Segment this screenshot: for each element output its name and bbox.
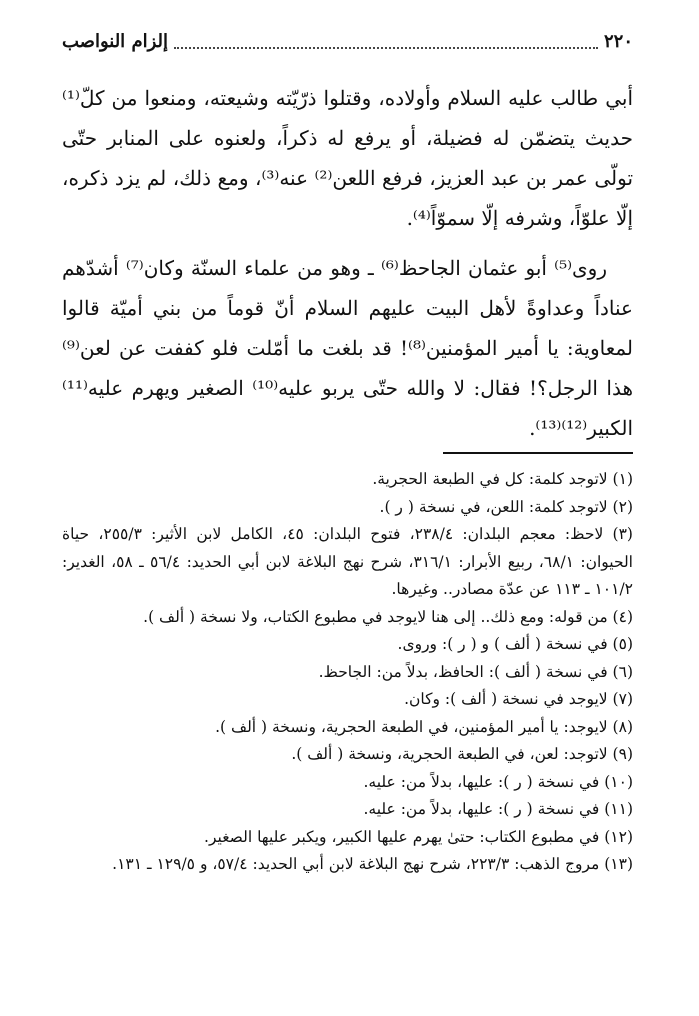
- footnote-separator: [443, 452, 633, 454]
- footnote-3: (٣) لاحظ: معجم البلدان: ٢٣٨/٤، فتوح البلدان: ٤٥، الكامل لابن الأثير: ٢٥٥/٣، حياة الحيوان: ٦٨/١، ربيع الأبرار: ٣١٦/١، شرح نهج البلاغة لابن أبي الحديد: ٥٦/٤ ـ ٥٨، الغدير: ١٠١/٢ ـ ١١٣ عن عدّة مصادر.. وغيرها.: [62, 525, 633, 598]
- page-number: ٢٢٠: [603, 30, 633, 52]
- footnote-1: (١) لاتوجد كلمة: كل في الطبعة الحجرية.: [372, 470, 633, 488]
- footnote-10: (١٠) في نسخة ( ر ): عليها، بدلاً من: عليه.: [363, 772, 633, 791]
- footnote-13: (١٣) مروج الذهب: ٢٢٣/٣، شرح نهج البلاغة لابن أبي الحديد: ٥٧/٤، و ١٢٩/٥ ـ ١٣١.: [112, 855, 633, 873]
- main-text: [62, 78, 633, 448]
- footnote-7: (٧) لايوجد في نسخة ( ألف ): وكان.: [404, 690, 633, 708]
- footnote-12: (١٢) في مطبوع الكتاب: حتىٰ يهرم عليها الكبير، ويكبر عليها الصغير.: [204, 827, 633, 846]
- footnote-6: (٦) في نسخة ( ألف ): الحافظ، بدلاً من: الجاحظ.: [318, 662, 633, 681]
- running-header: [62, 26, 633, 56]
- footnote-8: (٨) لايوجد: يا أمير المؤمنين، في الطبعة الحجرية، ونسخة ( ألف ).: [215, 717, 633, 736]
- footnote-2: (٢) لاتوجد كلمة: اللعن، في نسخة ( ر ).: [379, 497, 633, 516]
- footnotes: [62, 466, 633, 879]
- paragraph-1: أبي طالب عليه السلام وأولاده، وقتلوا ذرّيّته وشيعته، ومنعوا من كلّ⁽¹⁾ حديث يتضمّن له فضيلة، أو يرفع له ذكراً، ولعنوه على المنابر حتّى تولّى عمر بن عبد العزيز، فرفع اللعن⁽²⁾ عنه⁽³⁾، ومع ذلك، لم يزد ذكره، إلّا علوّاً، وشرفه إلّا سموّاً⁽⁴⁾.: [62, 86, 634, 230]
- footnote-9: (٩) لاتوجد: لعن، في الطبعة الحجرية، ونسخة ( ألف ).: [291, 745, 633, 763]
- book-title: إلزام النواصب: [62, 30, 169, 52]
- paragraph-2: روى⁽⁵⁾ أبو عثمان الجاحظ⁽⁶⁾ ـ وهو من علماء السنّة وكان⁽⁷⁾ أشدّهم عناداً وعداوةً لأهل البيت عليهم السلام أنّ قوماً من بني أميّة قالوا لمعاوية: يا أمير المؤمنين⁽⁸⁾! قد بلغت ما أمّلت فلو كففت عن لعن⁽⁹⁾ هذا الرجل؟! فقال: لا والله حتّى يربو عليه⁽¹⁰⁾ الصغير ويهرم عليه⁽¹¹⁾ الكبير⁽¹²⁾⁽¹³⁾.: [62, 256, 633, 440]
- footnote-5: (٥) في نسخة ( ألف ) و ( ر ): وروى.: [397, 635, 633, 653]
- footnote-4: (٤) من قوله: ومع ذلك.. إلى هنا لايوجد في مطبوع الكتاب، ولا نسخة ( ألف ).: [143, 607, 633, 626]
- dotted-leader: [174, 33, 598, 49]
- footnote-11: (١١) في نسخة ( ر ): عليها، بدلاً من: عليه.: [363, 800, 633, 818]
